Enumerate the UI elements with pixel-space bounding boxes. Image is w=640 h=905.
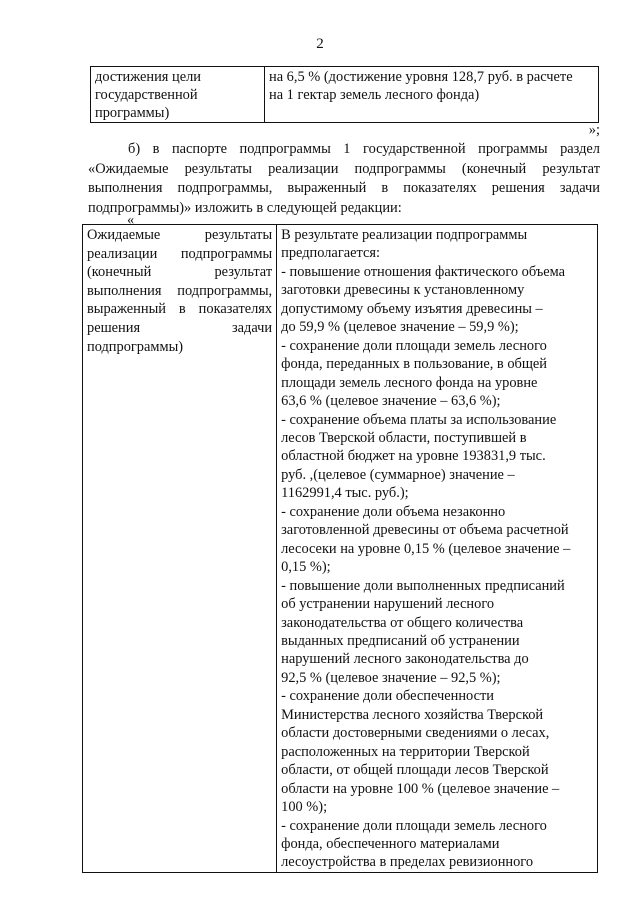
text-line: на 1 гектар земель лесного фонда) [269,87,480,103]
text-line: 92,5 % (целевое значение – 92,5 %); [281,669,501,686]
text-line: предполагается: [281,245,380,262]
text-line: 100 %); [281,799,328,816]
top-table [90,66,599,123]
text-line: лесосеки на уровне 0,15 % (целевое значение – [281,540,571,557]
text-line: В результате реализации подпрограммы [281,227,528,243]
text-line: областной бюджет на уровне 193831,9 тыс. [281,448,546,465]
text-line: площади земель лесного фонда на уровне [281,374,538,391]
main-table [82,224,598,873]
body-paragraph [88,140,600,218]
page-number: 2 [316,36,324,52]
text-line: законодательства от общего количества [281,614,524,631]
text-line: - сохранение доли объема незаконно [281,503,506,520]
text-line: нарушений лесного законодательства до [281,651,529,668]
text-line: - сохранение доли площади земель лесного [281,337,547,354]
text-line: - сохранение доли обеспеченности [281,688,494,705]
left-cell-text: Ожидаемые результаты реализации подпрограммы (конечный результат выполнения подпрограммы, выраженный в показателях решения задачи подпрограммы) [87,227,273,355]
top-table-left-cell [91,67,265,123]
text-line: области, от общей площади лесов Тверской [281,762,549,779]
text-line: программы) [95,105,170,121]
opening-quote-mark: « [127,212,135,228]
closing-quote-mark: »; [588,122,600,138]
main-table-right-cell [277,225,598,873]
text-line: - сохранение объема платы за использование [281,411,557,428]
text-line: области на уровне 100 % (целевое значение – [281,780,560,797]
text-line: заготовленной древесины от объема расчетной [281,522,569,539]
top-table-right-cell [265,67,599,123]
text-line: - повышение доли выполненных предписаний [281,577,565,594]
text-line: лесов Тверской области, поступившей в [281,429,527,446]
text-line: - сохранение доли площади земель лесного [281,817,547,834]
text-line: заготовки древесины к установленному [281,282,525,299]
text-line: области достоверными сведениями о лесах, [281,725,550,742]
text-line: об устранении нарушений лесного [281,596,495,613]
text-line: - повышение отношения фактического объема [281,263,566,280]
text-line: до 59,9 % (целевое значение – 59,9 %); [281,319,519,336]
text-line: расположенных на территории Тверской [281,743,530,760]
paragraph-text: б) в паспорте подпрограммы 1 государственной программы раздел «Ожидаемые результаты реализации подпрограммы (конечный результат выполнения подпрограммы, выраженный в показателях решения задачи подпрограммы)» изложить в следующей редакции: [88,141,600,216]
text-line: выданных предписаний об устранении [281,632,520,649]
text-line: 63,6 % (целевое значение – 63,6 %); [281,393,501,410]
text-line: достижения цели [95,69,201,85]
text-line: Министерства лесного хозяйства Тверской [281,706,544,723]
text-line: государственной [95,87,198,103]
text-line: фонда, переданных в пользование, в общей [281,356,547,373]
text-line: 1162991,4 тыс. руб.); [281,485,409,502]
main-table-left-cell [83,225,277,873]
text-line: лесоустройства в пределах ревизионного [281,854,534,871]
text-line: допустимому объему изъятия древесины – [281,300,543,317]
text-line: руб. ,(целевое (суммарное) значение – [281,466,515,483]
text-line: 0,15 %); [281,559,331,576]
text-line: фонда, обеспеченного материалами [281,835,500,852]
text-line: на 6,5 % (достижение уровня 128,7 руб. в расчете [269,69,573,85]
